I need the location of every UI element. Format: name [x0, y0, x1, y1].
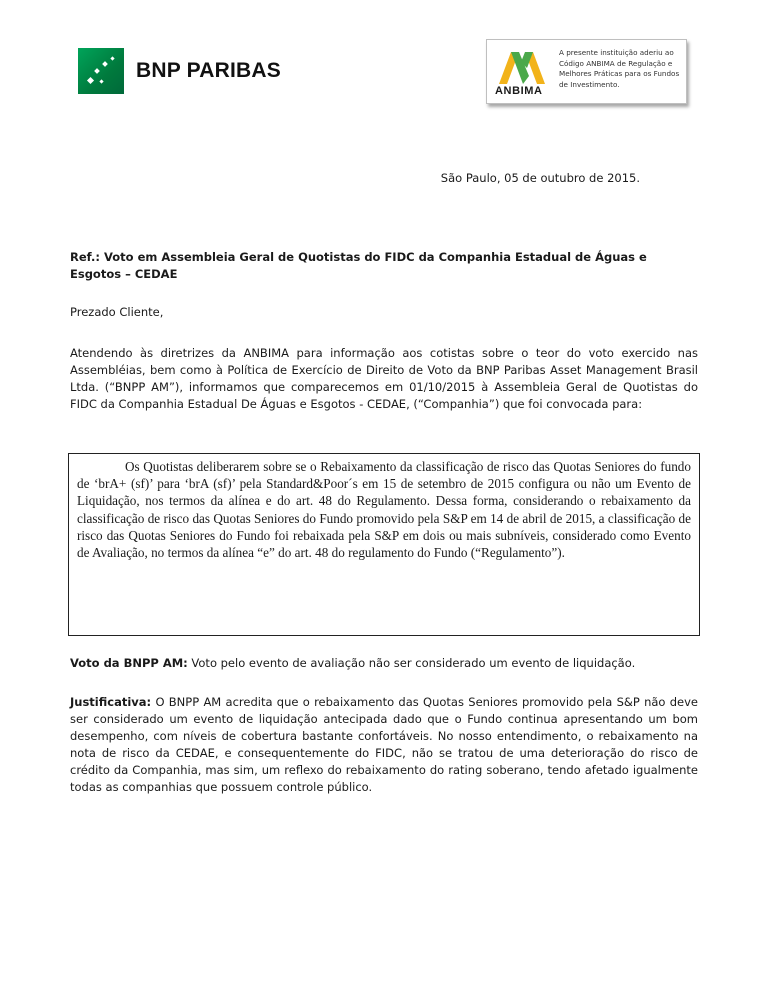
bnp-stars-icon	[78, 48, 124, 94]
vote-label: Voto da BNPP AM:	[70, 656, 188, 670]
vote-text: Voto pelo evento de avaliação não ser considerado um evento de liquidação.	[187, 656, 636, 670]
letter-date: São Paulo, 05 de outubro de 2015.	[440, 171, 640, 185]
anbima-logo-icon	[497, 48, 547, 86]
intro-paragraph: Atendendo às diretrizes da ANBIMA para informação aos cotistas sobre o teor do voto exercido nas Assembléias, bem como à Política de Exercício de Direito de Voto da BNP Paribas Asset Management Brasil Ltda. (“BNPP AM”), informamos que comparecemos em 01/10/2015 à Assembleia Geral de Quotistas do FIDC da Companhia Estadual De Águas e Esgotos - CEDAE, (“Companhia”) que foi convocada para:	[70, 346, 698, 411]
bnp-logo-text: BNP PARIBAS	[136, 59, 281, 82]
anbima-seal-text: A presente instituição aderiu ao Código ANBIMA de Regulação e Melhores Práticas para os Fundos de Investimento.	[559, 48, 680, 89]
salutation: Prezado Cliente,	[70, 305, 164, 319]
agenda-text: Os Quotistas deliberarem sobre se o Rebaixamento da classificação de risco das Quotas Seniores do fundo de ‘brA+ (sf)’ para ‘brA (sf)’ pela Standard&Poor´s em 15 de setembro de 2015 configura ou não um Evento de Liquidação, nos termos da alínea e do art. 48 do Regulamento. Dessa forma, considerando o rebaixamento da classificação de risco das Quotas Seniores do Fundo promovido pela S&P em 14 de abril de 2015, a classificação de risco das Quotas Seniores do Fundo foi rebaixada pela S&P em dois ou mais subníveis, considerado como Evento de Avaliação, no termos da alínea “e” do art. 48 do regulamento do Fundo (“Regulamento”).	[77, 459, 691, 561]
reference-line: Ref.: Voto em Assembleia Geral de Quotistas do FIDC da Companhia Estadual de Águas e Esgotos – CEDAE	[70, 250, 647, 281]
justification-label: Justificativa:	[70, 695, 152, 709]
justification-paragraph	[70, 694, 698, 796]
anbima-seal	[486, 39, 687, 104]
bnp-paribas-logo	[78, 48, 281, 94]
agenda-box	[68, 453, 700, 636]
vote-paragraph	[70, 656, 698, 670]
justification-text: O BNPP AM acredita que o rebaixamento das Quotas Seniores promovido pela S&P não deve ser considerado um evento de liquidação antecipada dado que o Fundo continua apresentando um bom desempenho, com níveis de cobertura bastante confortáveis. No nosso entendimento, o rebaixamento na nota de risco da CEDAE, e consequentemente do FIDC, não se tratou de uma deterioração do risco de crédito da Companhia, mas sim, um reflexo do rebaixamento do rating soberano, tendo afetado igualmente todas as companhias que possuem controle público.	[70, 695, 698, 794]
anbima-wordmark: ANBIMA	[495, 85, 543, 97]
